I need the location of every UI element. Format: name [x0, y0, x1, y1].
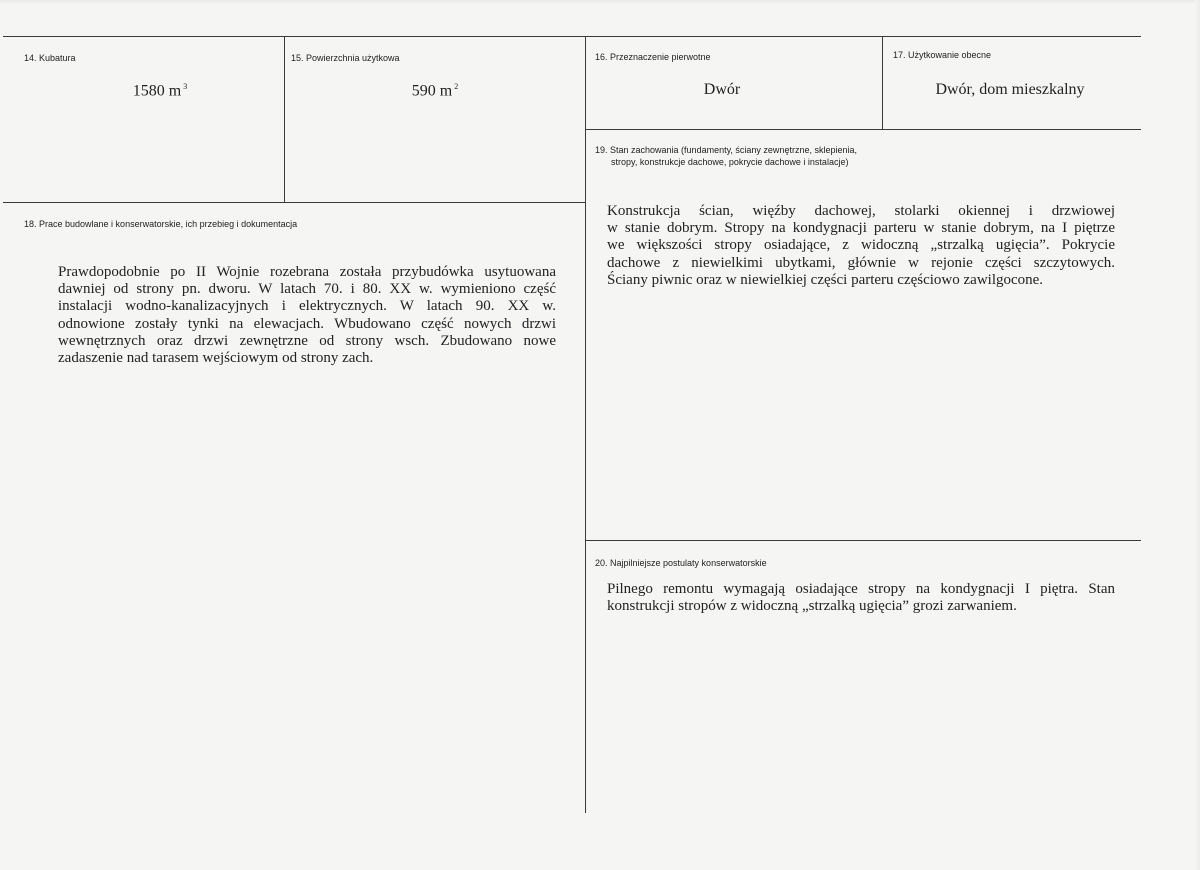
field-18-line: instalacji wodno-kanalizacyjnych i elektrycznych. W latach 90. XX w.	[58, 298, 556, 315]
section19-bottom-line	[585, 540, 1141, 541]
row1-right-bottom-line	[585, 129, 1141, 130]
field-15-value	[335, 82, 535, 100]
field-20-line: konstrukcji stropów z widoczną „strzalką ugięcia” grozi zarwaniem.	[607, 598, 1017, 615]
field-19-text	[607, 203, 1115, 289]
field-20-label: 20. Najpilniejsze postulaty konserwatorskie	[595, 558, 767, 568]
scan-top-edge	[0, 0, 1200, 4]
field-14-value	[60, 82, 260, 100]
field-14-unit-sup: 3	[183, 82, 188, 91]
field-19-label-line1: 19. Stan zachowania (fundamenty, ściany zewnętrzne, sklepienia,	[595, 145, 857, 155]
field-18-line: zadaszenie nad tarasem wejściowym od strony zach.	[58, 350, 374, 367]
field-16-label: 16. Przeznaczenie pierwotne	[595, 52, 711, 62]
field-19-label-line2: stropy, konstrukcje dachowe, pokrycie dachowe i instalacje)	[611, 157, 849, 167]
top-border-line	[3, 36, 1141, 37]
field-18-line: wewnętrznych oraz drzwi zewnętrzne od strony wsch. Zbudowano nowe	[58, 332, 556, 349]
field-14-label: 14. Kubatura	[24, 53, 76, 63]
divider-center	[585, 36, 586, 813]
field-15-value-text: 590 m	[411, 82, 453, 100]
field-18-text	[58, 264, 556, 367]
field-14-value-text: 1580 m	[132, 82, 182, 100]
field-19-line: Konstrukcja ścian, więźby dachowej, stolarki okiennej i drzwiowej	[607, 203, 1115, 219]
field-18-label: 18. Prace budowlane i konserwatorskie, ich przebieg i dokumentacja	[24, 219, 298, 229]
field-20-text	[607, 581, 1115, 615]
field-16-value: Dwór	[703, 81, 741, 98]
divider-14-15	[284, 36, 285, 202]
field-18-line: Prawdopodobnie po II Wojnie rozebrana została przybudówka usytuowana	[58, 264, 556, 280]
field-19-line: w stanie dobrym. Stropy na kondygnacji parteru w stanie dobrym, na I piętrze	[607, 220, 1115, 237]
field-18-line: dawniej od strony pn. dworu. W latach 70. i 80. XX w. wymieniono część	[58, 281, 556, 298]
field-15-label: 15. Powierzchnia użytkowa	[291, 53, 400, 63]
field-17-value: Dwór, dom mieszkalny	[935, 81, 1085, 98]
scan-right-edge	[1194, 0, 1200, 870]
field-18-line: odnowione zostały tynki na elewacjach. Wbudowano część nowych drzwi	[58, 315, 556, 332]
field-17-label: 17. Użytkowanie obecne	[893, 50, 992, 60]
field-15-unit-sup: 2	[454, 82, 459, 91]
field-19-line: dachowe z niewielkimi ubytkami, głównie w rejonie części szczytowych.	[607, 254, 1115, 271]
field-19-line: Ściany piwnic oraz w niewielkiej części parteru częściowo zawilgocone.	[607, 271, 1044, 288]
divider-16-17	[882, 36, 883, 129]
field-20-line: Pilnego remontu wymagają osiadające stropy na kondygnacji I piętra. Stan	[607, 581, 1115, 597]
row1-left-bottom-line	[3, 202, 585, 203]
field-19-line: we większości stropy osiadające, z widoczną „strzalką ugięcia”. Pokrycie	[607, 237, 1115, 254]
